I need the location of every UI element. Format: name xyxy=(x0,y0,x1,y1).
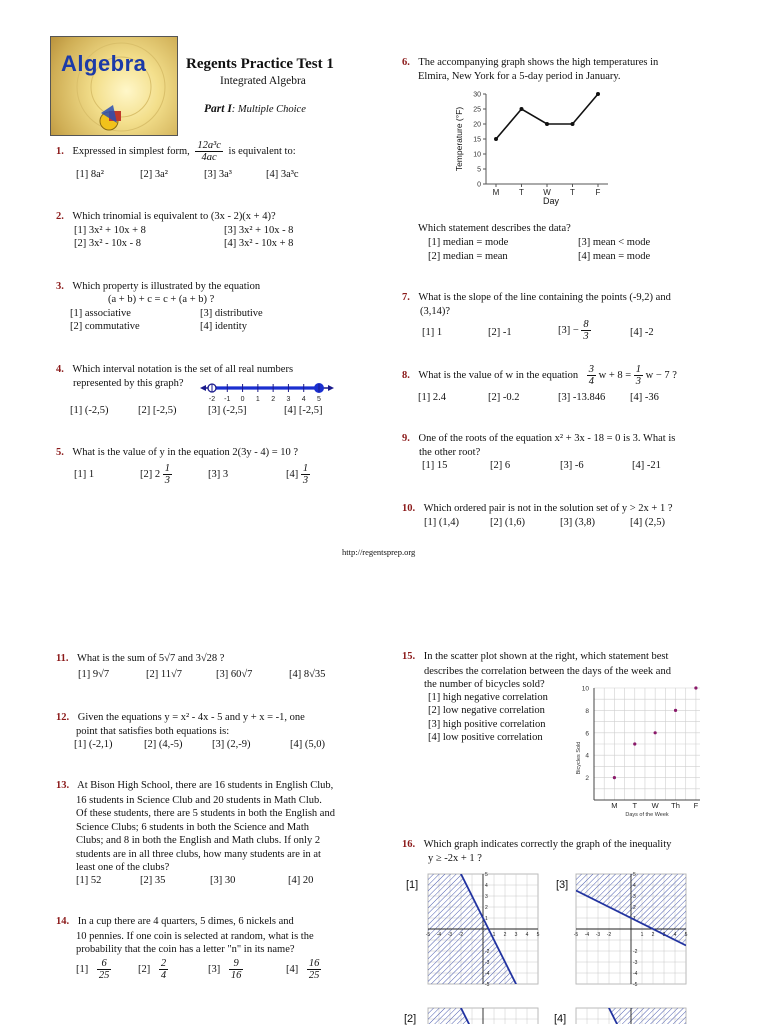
q4-option-1[interactable]: [1] (-2,5) xyxy=(70,405,109,416)
fraction-denominator: 25 xyxy=(98,970,110,982)
x-tick-label: 5 xyxy=(536,932,540,938)
temperature-point xyxy=(596,92,600,96)
question-text-line: probability that the coin has a letter "n" in its name? xyxy=(76,944,295,956)
temperature-point xyxy=(571,122,575,126)
y-axis-label: Temperature (°F) xyxy=(454,106,464,172)
y-tick-label: -4 xyxy=(633,971,638,977)
question-number: 3. xyxy=(56,281,64,292)
y-tick-label: 5 xyxy=(485,872,488,878)
question-number: 8. xyxy=(402,369,410,381)
x-tick-label: -5 xyxy=(425,932,431,938)
q16-graph-1[interactable] xyxy=(424,872,542,992)
fraction xyxy=(581,319,590,342)
x-tick-label: 5 xyxy=(684,932,688,938)
q9-option-4[interactable]: [4] -21 xyxy=(632,460,661,471)
q1-option-4[interactable]: [4] 3a³c xyxy=(266,169,299,180)
number-line-tick-label: 2 xyxy=(271,396,276,403)
y-tick-label: 3 xyxy=(633,894,636,900)
question-16 xyxy=(402,839,671,850)
question-4 xyxy=(56,364,293,375)
scatter-point xyxy=(674,709,677,712)
q16-option-2-label[interactable]: [2] xyxy=(404,1013,417,1025)
question-13 xyxy=(56,780,333,791)
q14-option-4[interactable] xyxy=(286,958,321,981)
q11-option-1[interactable]: [1] 9√7 xyxy=(78,669,110,680)
x-tick-label: F xyxy=(693,801,699,810)
y-tick-label: 3 xyxy=(485,894,488,900)
x-tick-label: M xyxy=(492,188,500,197)
option-label: [4] xyxy=(286,468,299,480)
x-tick-label: 2 xyxy=(651,932,655,938)
question-number: 2. xyxy=(56,211,64,222)
option-label: [2] xyxy=(138,963,151,975)
fraction-denominator: 4 xyxy=(588,376,594,388)
y-tick-label: 4 xyxy=(633,883,636,889)
q4-option-4[interactable]: [4] [-2,5] xyxy=(284,405,323,416)
q7-option-3[interactable] xyxy=(558,319,591,342)
x-tick-label: 4 xyxy=(525,932,529,938)
q14-option-3[interactable] xyxy=(208,958,243,981)
scatter-point xyxy=(654,731,657,734)
x-tick-label: Th xyxy=(671,801,680,810)
y-tick-label: 25 xyxy=(473,106,481,114)
question-number: 6. xyxy=(402,57,410,68)
q4-option-3[interactable]: [3] (-2,5] xyxy=(208,405,247,416)
q16-option-1-label[interactable]: [1] xyxy=(406,879,419,891)
fraction-numerator: 9 xyxy=(229,958,244,970)
question-6 xyxy=(402,57,658,68)
question-2 xyxy=(56,211,276,222)
q10-option-2[interactable]: [2] (1,6) xyxy=(490,517,525,528)
q10-option-3[interactable]: [3] (3,8) xyxy=(560,517,595,528)
q3-option-4[interactable]: [4] identity xyxy=(200,321,247,332)
y-tick-label: -5 xyxy=(485,982,490,988)
x-tick-label: T xyxy=(519,188,524,197)
equation-end: w − 7 ? xyxy=(645,369,677,381)
q1-option-1[interactable]: [1] 8a² xyxy=(76,169,104,180)
question-text: The accompanying graph shows the high temperatures in xyxy=(418,57,659,68)
q4-number-line xyxy=(198,378,338,404)
q3-option-2[interactable]: [2] commutative xyxy=(70,321,140,332)
y-tick-label: -2 xyxy=(633,949,638,955)
question-number: 5. xyxy=(56,447,64,458)
y-tick-label: -3 xyxy=(485,960,490,966)
q13-option-4[interactable]: [4] 20 xyxy=(288,875,314,886)
y-tick-label: 4 xyxy=(485,883,488,889)
scatter-point xyxy=(633,742,636,745)
x-tick-label: -3 xyxy=(595,932,601,938)
q11-option-3[interactable]: [3] 60√7 xyxy=(216,669,253,680)
question-10 xyxy=(402,503,672,514)
question-number: 10. xyxy=(402,503,416,514)
fraction-numerator: 1 xyxy=(164,463,170,474)
question-number: 16. xyxy=(402,839,416,850)
question-text: Which interval notation is the set of all real numbers xyxy=(72,364,294,375)
x-axis-label: Day xyxy=(542,196,560,206)
question-text: Expressed in simplest form, xyxy=(72,145,190,157)
q2-option-1[interactable]: [1] 3x² + 10x + 8 xyxy=(74,225,146,236)
y-tick-label: -5 xyxy=(633,982,638,988)
y-tick-label: 20 xyxy=(473,121,481,129)
fraction-numerator: 1 xyxy=(635,364,642,375)
question-number: 9. xyxy=(402,433,410,444)
temperature-point xyxy=(494,137,498,141)
question-number: 7. xyxy=(402,292,410,303)
question-text: Which graph indicates correctly the graph of the inequality xyxy=(423,839,672,850)
question-text-line: the number of bicycles sold? xyxy=(424,679,545,691)
question-number: 11. xyxy=(56,653,69,664)
temperature-series-line xyxy=(496,94,598,139)
y-tick-label: 2 xyxy=(585,775,589,783)
fraction xyxy=(587,364,596,387)
question-text-line: students are in all three clubs, how many students are in at xyxy=(76,848,321,860)
x-tick-label: W xyxy=(651,801,659,810)
temperature-point xyxy=(545,122,549,126)
fraction-denominator: 25 xyxy=(308,970,320,982)
scatter-point xyxy=(613,776,616,779)
q3-option-1[interactable]: [1] associative xyxy=(70,308,131,319)
bicycles-scatter-plot xyxy=(572,682,712,822)
q8-option-4[interactable]: [4] -36 xyxy=(630,392,659,403)
question-14-body xyxy=(76,930,314,957)
question-text-line: 16 students in Science Club and 20 students in Math Club. xyxy=(76,795,322,806)
fraction-numerator: 3 xyxy=(588,364,594,375)
question-text-line: Clubs; and 8 in both the English and Math clubs. If only 2 xyxy=(76,835,321,847)
question-text: What is the sum of 5√7 and 3√28 ? xyxy=(76,653,225,664)
q16-graph-2[interactable] xyxy=(424,1006,542,1024)
q15-option-3[interactable]: [3] high positive correlation xyxy=(428,718,546,730)
y-tick-label: 6 xyxy=(585,730,589,738)
q9-option-1[interactable]: [1] 15 xyxy=(422,460,448,471)
q1-option-3[interactable]: [3] 3a³ xyxy=(204,169,232,180)
y-tick-label: 5 xyxy=(633,872,636,878)
question-text: Given the equations y = x² - 4x - 5 and y + x = -1, one xyxy=(77,712,305,723)
number-line-tick-label: 0 xyxy=(240,396,245,403)
x-tick-label: F xyxy=(595,188,601,197)
option-label: [1] xyxy=(76,963,89,975)
q6-option-3[interactable]: [3] mean < mode xyxy=(578,237,651,248)
page-subtitle: Integrated Algebra xyxy=(220,75,306,87)
x-tick-label: -2 xyxy=(458,932,464,938)
y-tick-label: -2 xyxy=(485,949,490,955)
fraction-numerator: 2 xyxy=(160,958,167,969)
option-label: [3] xyxy=(208,963,221,975)
q16-graph-4[interactable] xyxy=(572,1006,690,1024)
q14-option-1[interactable] xyxy=(76,958,111,981)
number-line-tick-label: 5 xyxy=(317,396,321,403)
q11-option-4[interactable]: [4] 8√35 xyxy=(289,669,326,680)
q5-option-2[interactable] xyxy=(140,463,172,486)
test-header xyxy=(186,56,376,115)
fraction-numerator: 8 xyxy=(583,319,589,330)
x-tick-label: 1 xyxy=(492,932,496,938)
q16-option-3-label[interactable]: [3] xyxy=(556,879,569,891)
temperature-line-chart xyxy=(452,88,622,210)
q13-option-3[interactable]: [3] 30 xyxy=(210,875,236,886)
question-16-line-2: y ≥ -2x + 1 ? xyxy=(428,853,482,864)
question-text: Which trinomial is equivalent to (3x - 2)(x + 4)? xyxy=(72,211,276,222)
question-9-line-2: the other root? xyxy=(419,447,481,458)
q11-option-2[interactable]: [2] 11√7 xyxy=(146,669,182,680)
y-tick-label: 15 xyxy=(473,136,481,144)
y-tick-label: 4 xyxy=(585,752,589,760)
question-13-body xyxy=(76,794,335,874)
part-name: Part I xyxy=(204,103,232,115)
fraction-denominator: 3 xyxy=(164,475,170,487)
q13-option-2[interactable]: [2] 35 xyxy=(140,875,166,886)
question-4-line-2: represented by this graph? xyxy=(73,378,184,389)
q8-option-3[interactable]: [3] -13.846 xyxy=(558,392,606,403)
q4-option-2[interactable]: [2] [-2,5) xyxy=(138,405,177,416)
y-tick-label: 5 xyxy=(477,166,481,174)
question-3 xyxy=(56,281,260,292)
q5-option-3[interactable]: [3] 3 xyxy=(208,469,229,480)
x-tick-label: M xyxy=(611,801,618,810)
q16-graph-3[interactable] xyxy=(572,872,690,992)
q9-option-3[interactable]: [3] -6 xyxy=(560,460,584,471)
y-tick-label: 10 xyxy=(473,151,481,159)
fraction xyxy=(159,958,168,981)
question-number: 1. xyxy=(56,145,64,157)
x-tick-label: 4 xyxy=(673,932,677,938)
q8-option-2[interactable]: [2] -0.2 xyxy=(488,392,520,403)
question-15 xyxy=(402,651,668,662)
question-number: 12. xyxy=(56,712,70,723)
question-text-line: describes the correlation between the days of the week and xyxy=(424,666,671,677)
fraction xyxy=(195,140,223,163)
fraction-denominator: 16 xyxy=(230,970,242,982)
y-tick-label: 1 xyxy=(485,916,488,922)
q8-option-1[interactable]: [1] 2.4 xyxy=(418,392,446,403)
logo-word: Algebra xyxy=(61,51,147,76)
q6-option-2[interactable]: [2] median = mean xyxy=(428,251,508,262)
q12-option-1[interactable]: [1] (-2,1) xyxy=(74,739,113,750)
algebra-logo xyxy=(50,36,178,136)
option-label: [3] − xyxy=(558,324,579,336)
fraction-numerator: 6 xyxy=(97,958,112,970)
fraction-numerator: 16 xyxy=(308,958,320,969)
fraction xyxy=(301,463,310,486)
question-12 xyxy=(56,712,305,723)
question-number: 15. xyxy=(402,651,416,662)
y-tick-label: 30 xyxy=(473,91,481,99)
q14-option-2[interactable] xyxy=(138,958,168,981)
q7-option-4[interactable]: [4] -2 xyxy=(630,327,654,338)
q2-option-4[interactable]: [4] 3x² - 10x + 8 xyxy=(224,238,294,249)
question-7-line-2: (3,14)? xyxy=(420,306,451,317)
q3-option-3[interactable]: [3] distributive xyxy=(200,308,263,319)
number-line-tick-label: 1 xyxy=(255,396,260,403)
y-tick-label: 10 xyxy=(581,685,589,693)
question-text-line: least one of the clubs? xyxy=(76,862,170,874)
q5-option-4[interactable] xyxy=(286,463,310,486)
fraction-denominator: 3 xyxy=(302,475,309,487)
number-line-tick-label: -2 xyxy=(208,396,216,403)
question-text: One of the roots of the equation x² + 3x - 18 = 0 is 3. What is xyxy=(418,433,676,444)
x-tick-label: 1 xyxy=(640,932,644,938)
y-tick-label: 2 xyxy=(633,905,636,911)
x-tick-label: -4 xyxy=(436,932,442,938)
y-tick-label: 0 xyxy=(477,181,481,189)
q6-prompt: Which statement describes the data? xyxy=(418,223,571,234)
q12-option-4[interactable]: [4] (5,0) xyxy=(290,739,325,750)
fraction-denominator: 4 xyxy=(160,970,167,982)
q1-option-2[interactable]: [2] 3a² xyxy=(140,169,168,180)
q15-option-2[interactable]: [2] low negative correlation xyxy=(428,705,545,717)
q10-option-4[interactable]: [4] (2,5) xyxy=(630,517,665,528)
q2-option-3[interactable]: [3] 3x² + 10x - 8 xyxy=(224,225,294,236)
x-tick-label: 3 xyxy=(514,932,518,938)
fraction-denominator: 3 xyxy=(583,331,589,343)
x-tick-label: -2 xyxy=(606,932,612,938)
q7-option-1[interactable]: [1] 1 xyxy=(422,327,443,338)
x-tick-label: T xyxy=(570,188,575,197)
y-tick-label: 2 xyxy=(485,905,488,911)
question-text-end: is equivalent to: xyxy=(228,145,296,157)
equation-middle: w + 8 = xyxy=(598,369,632,381)
number-line-tick-label: 4 xyxy=(301,396,306,403)
question-text: Which property is illustrated by the equation xyxy=(72,281,261,292)
q9-option-2[interactable]: [2] 6 xyxy=(490,460,511,471)
x-tick-label: -5 xyxy=(573,932,579,938)
q6-option-1[interactable]: [1] median = mode xyxy=(428,237,509,248)
question-text-line: Of these students, there are 5 students in both the English and xyxy=(76,808,335,820)
question-8 xyxy=(402,364,677,387)
q13-option-1[interactable]: [1] 52 xyxy=(76,875,102,886)
question-9 xyxy=(402,433,675,444)
q15-options xyxy=(428,691,548,745)
question-text: What is the slope of the line containing the points (-9,2) and xyxy=(418,292,671,303)
question-number: 13. xyxy=(56,780,70,791)
q7-option-2[interactable]: [2] -1 xyxy=(488,327,512,338)
q2-option-2[interactable]: [2] 3x² - 10x - 8 xyxy=(74,238,142,249)
question-text-line: At Bison High School, there are 16 students in English Club, xyxy=(77,780,334,791)
q15-option-4[interactable]: [4] low positive correlation xyxy=(428,732,543,744)
question-text-line: In a cup there are 4 quarters, 5 dimes, 6 nickels and xyxy=(77,916,294,927)
q10-option-1[interactable]: [1] (1,4) xyxy=(424,517,459,528)
question-text: What is the value of w in the equation xyxy=(418,369,579,381)
q12-option-3[interactable]: [3] (2,-9) xyxy=(212,739,251,750)
question-number: 14. xyxy=(56,916,70,927)
question-number: 4. xyxy=(56,364,64,375)
part-label xyxy=(204,103,376,115)
number-line-tick-label: -1 xyxy=(224,396,231,403)
x-tick-label: 2 xyxy=(503,932,507,938)
question-text: What is the value of y in the equation 2(3y - 4) = 10 ? xyxy=(72,447,299,458)
x-tick-label: W xyxy=(543,188,551,197)
footer-url[interactable]: http://regentsprep.org xyxy=(342,547,416,557)
number-line-tick-label: 3 xyxy=(286,396,291,403)
question-7 xyxy=(402,292,671,303)
y-tick-label: -4 xyxy=(485,971,490,977)
y-axis-label: Bicycles Sold xyxy=(576,741,582,775)
fraction-denominator: 3 xyxy=(635,376,642,388)
q15-option-1[interactable]: [1] high negative correlation xyxy=(428,692,548,703)
question-12-line-2: point that satisfies both equations is: xyxy=(76,726,230,737)
q12-option-2[interactable]: [2] (4,-5) xyxy=(144,739,183,750)
y-tick-label: 8 xyxy=(585,707,589,715)
x-axis-label: Days of the Week xyxy=(625,812,669,818)
q3-equation: (a + b) + c = c + (a + b) ? xyxy=(108,294,215,305)
fraction xyxy=(97,958,112,981)
question-text-line: Science Clubs; 6 students in both the Science and Math xyxy=(76,821,309,833)
q6-option-4[interactable]: [4] mean = mode xyxy=(578,251,651,262)
x-tick-label: T xyxy=(632,801,638,810)
temperature-point xyxy=(520,107,524,111)
q16-option-4-label[interactable]: [4] xyxy=(554,1013,567,1025)
question-text-line: In the scatter plot shown at the right, which statement best xyxy=(423,651,669,662)
fraction-numerator: 12a³c xyxy=(197,140,221,151)
y-tick-label: -3 xyxy=(633,960,638,966)
part-suffix: : Multiple Choice xyxy=(231,104,306,115)
page-title: Regents Practice Test 1 xyxy=(186,56,334,72)
option-label: [2] 2 xyxy=(140,468,161,480)
fraction-denominator: 4ac xyxy=(201,152,217,164)
question-text: Which ordered pair is not in the solution set of y > 2x + 1 ? xyxy=(423,503,673,514)
x-tick-label: -3 xyxy=(447,932,453,938)
question-11 xyxy=(56,653,224,664)
fraction xyxy=(163,463,172,486)
fraction xyxy=(229,958,244,981)
fraction xyxy=(634,364,643,387)
fraction-numerator: 1 xyxy=(302,463,309,474)
question-1 xyxy=(56,140,296,163)
question-text-line: 10 pennies. If one coin is selected at random, what is the xyxy=(76,931,314,942)
question-14 xyxy=(56,916,294,927)
question-5 xyxy=(56,447,298,458)
fraction xyxy=(307,958,322,981)
option-label: [4] xyxy=(286,963,299,975)
question-6-line-2: Elmira, New York for a 5-day period in January. xyxy=(418,71,621,82)
q5-option-1[interactable]: [1] 1 xyxy=(74,469,95,480)
x-tick-label: -4 xyxy=(584,932,590,938)
scatter-point xyxy=(694,686,697,689)
